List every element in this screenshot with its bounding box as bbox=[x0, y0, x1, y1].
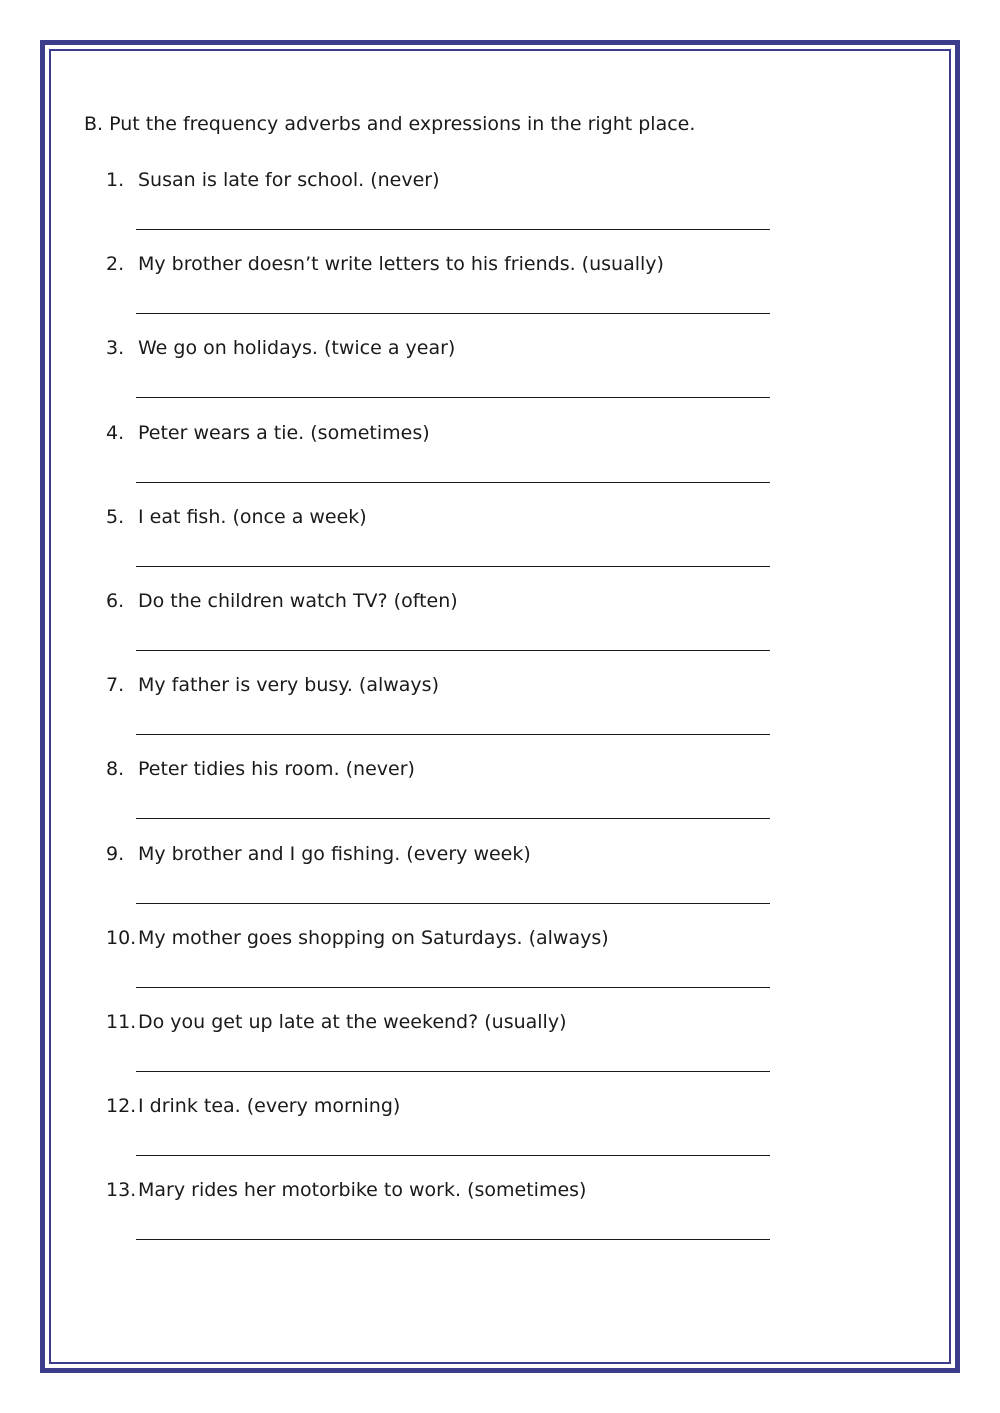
answer-line[interactable] bbox=[136, 818, 770, 819]
question-item bbox=[0, 673, 1000, 757]
question-text: I eat fish. (once a week) bbox=[138, 505, 367, 528]
question-number: 4. bbox=[106, 421, 125, 444]
question-number: 5. bbox=[106, 505, 125, 528]
answer-line[interactable] bbox=[136, 482, 770, 483]
question-text: Peter tidies his room. (never) bbox=[138, 758, 415, 781]
question-text: We go on holidays. (twice a year) bbox=[138, 337, 456, 360]
question-text: Susan is late for school. (never) bbox=[138, 169, 440, 191]
question-item bbox=[0, 168, 1000, 252]
question-item bbox=[0, 1178, 1000, 1262]
answer-line[interactable] bbox=[136, 566, 770, 567]
question-text: My brother and I go fishing. (every week) bbox=[138, 842, 531, 865]
answer-line[interactable] bbox=[136, 229, 770, 230]
answer-line[interactable] bbox=[136, 650, 770, 651]
answer-line[interactable] bbox=[136, 734, 770, 735]
question-number: 13. bbox=[106, 1179, 137, 1202]
answer-line[interactable] bbox=[136, 903, 770, 904]
question-number: 12. bbox=[106, 1095, 137, 1118]
question-item bbox=[0, 757, 1000, 841]
question-item bbox=[0, 252, 1000, 336]
question-text: Do the children watch TV? (often) bbox=[138, 589, 458, 612]
question-item bbox=[0, 926, 1000, 1010]
question-item bbox=[0, 589, 1000, 673]
question-item bbox=[0, 842, 1000, 926]
question-number: 10. bbox=[106, 926, 137, 949]
question-item bbox=[0, 1010, 1000, 1094]
question-number: 11. bbox=[106, 1010, 137, 1033]
question-text: My brother doesn’t write letters to his friends. (usually) bbox=[138, 253, 664, 276]
exercise-instruction: B. Put the frequency adverbs and expressions in the right place. bbox=[84, 113, 696, 135]
question-number: 1. bbox=[106, 169, 125, 191]
question-number: 9. bbox=[106, 842, 125, 865]
answer-line[interactable] bbox=[136, 1071, 770, 1072]
answer-line[interactable] bbox=[136, 1155, 770, 1156]
answer-line[interactable] bbox=[136, 397, 770, 398]
question-text: My mother goes shopping on Saturdays. (always) bbox=[138, 926, 609, 949]
question-text: My father is very busy. (always) bbox=[138, 674, 439, 697]
answer-line[interactable] bbox=[136, 987, 770, 988]
answer-line[interactable] bbox=[136, 1239, 770, 1240]
question-text: I drink tea. (every morning) bbox=[138, 1095, 401, 1118]
question-item bbox=[0, 421, 1000, 505]
question-number: 8. bbox=[106, 758, 125, 781]
question-text: Mary rides her motorbike to work. (sometimes) bbox=[138, 1179, 587, 1202]
answer-line[interactable] bbox=[136, 313, 770, 314]
question-text: Do you get up late at the weekend? (usually) bbox=[138, 1010, 567, 1033]
question-number: 2. bbox=[106, 253, 125, 276]
question-item bbox=[0, 336, 1000, 420]
question-number: 7. bbox=[106, 674, 125, 697]
question-item bbox=[0, 505, 1000, 589]
question-item bbox=[0, 1094, 1000, 1178]
question-text: Peter wears a tie. (sometimes) bbox=[138, 421, 430, 444]
question-number: 6. bbox=[106, 589, 125, 612]
question-list bbox=[0, 168, 1000, 1262]
question-number: 3. bbox=[106, 337, 125, 360]
